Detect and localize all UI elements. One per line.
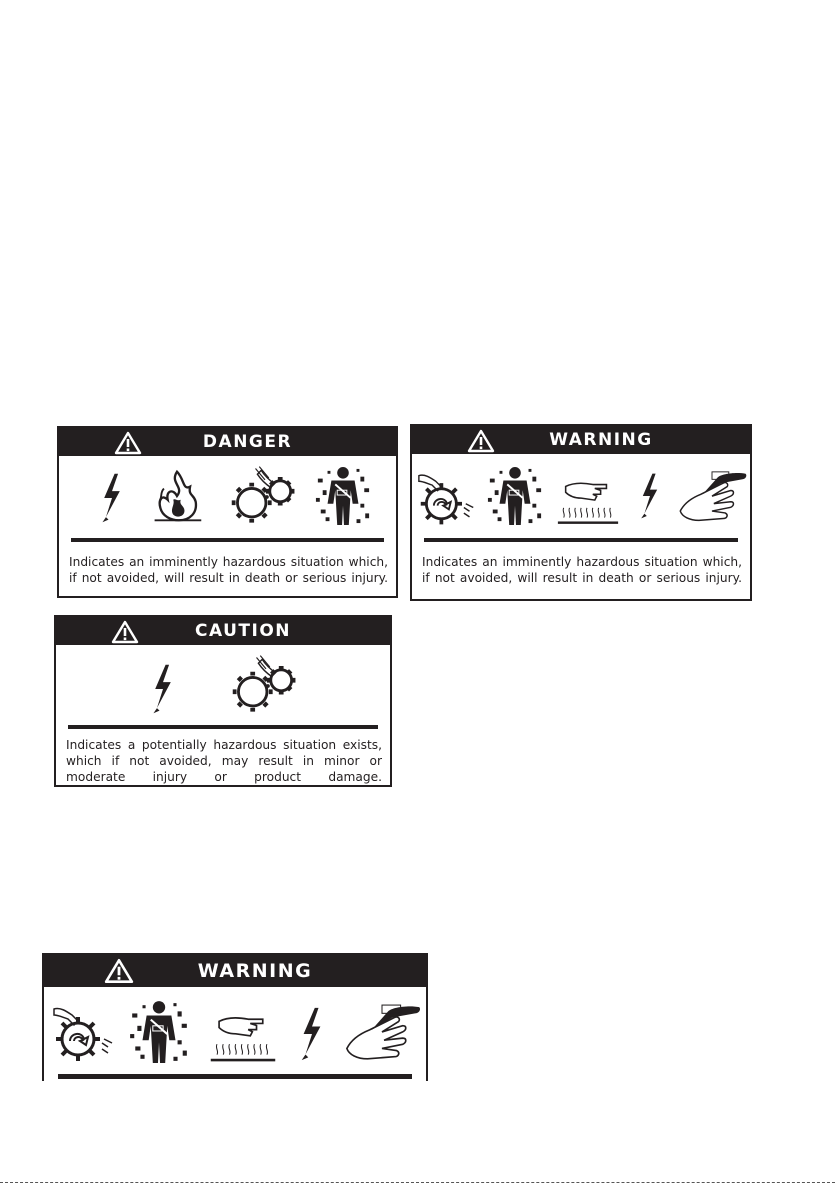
electric-shock-icon: [638, 470, 662, 522]
hot-surface-hand-icon: [206, 1013, 280, 1065]
caution-header: [56, 617, 390, 645]
gear-entanglement-icon: [227, 466, 303, 528]
warning-header: [44, 955, 426, 987]
electric-shock-icon: [99, 472, 125, 524]
gear-entanglement-icon: [228, 655, 304, 717]
warning-header: [412, 426, 750, 454]
danger-header: [59, 428, 396, 456]
signal-word: DANGER: [202, 432, 293, 452]
signal-word: CAUTION: [194, 621, 291, 641]
electric-shock-icon: [298, 1005, 326, 1063]
page-edge-dash: [0, 1182, 835, 1183]
caution-label: [54, 615, 392, 787]
divider-rule: [424, 538, 738, 542]
pictogram-row: [44, 987, 426, 1073]
warning-label: [410, 424, 752, 601]
danger-label: [57, 426, 398, 598]
hazard-description: Indicates an imminently hazardous situation which, if not avoided, will result in death or serious injury.: [69, 555, 388, 585]
rotating-parts-icon: [416, 470, 478, 530]
fire-icon: [149, 468, 205, 524]
pictogram-row: [59, 456, 396, 534]
body-crush-icon: [486, 464, 544, 528]
hot-surface-hand-icon: [554, 478, 622, 528]
rotating-parts-icon: [50, 1003, 118, 1067]
warning-label-cropped: [42, 953, 428, 1081]
pictogram-row: [412, 454, 750, 532]
body-crush-icon: [314, 464, 372, 528]
cut-hand-icon: [674, 470, 750, 526]
signal-word: WARNING: [549, 430, 653, 450]
hazard-description: Indicates an imminently hazardous situation which, if not avoided, will result in death or serious injury.: [422, 555, 742, 585]
signal-word: WARNING: [197, 960, 313, 982]
divider-rule: [71, 538, 384, 542]
electric-shock-icon: [150, 663, 176, 715]
hazard-description: Indicates a potentially hazardous situation exists, which if not avoided, may result in minor or moderate injury or product damage.: [66, 738, 382, 784]
divider-rule: [58, 1074, 412, 1079]
body-crush-icon: [128, 999, 190, 1065]
divider-rule: [68, 725, 378, 729]
cut-hand-icon: [340, 1003, 424, 1065]
pictogram-row: [56, 645, 390, 723]
